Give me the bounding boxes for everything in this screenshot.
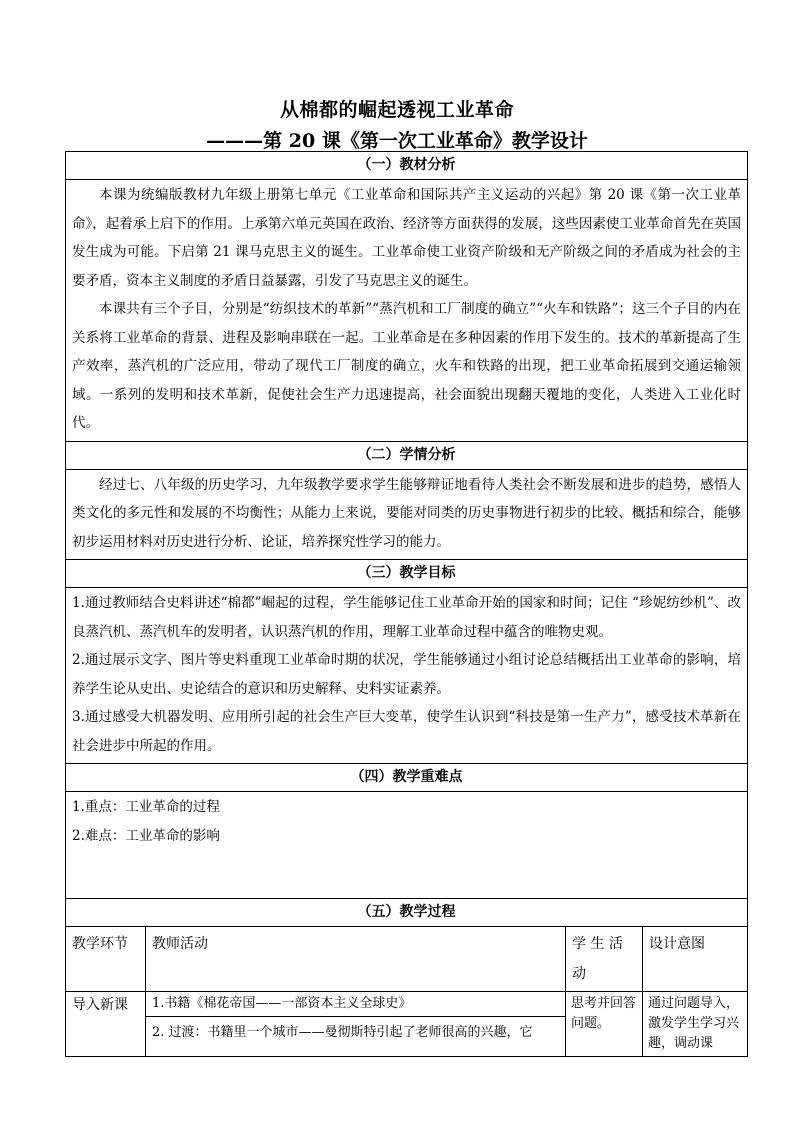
document-title: 从棉都的崛起透视工业革命: [279, 99, 514, 121]
section-heading-teaching-process: （五）教学过程: [66, 899, 748, 927]
column-header-design-intent: 设计意图: [643, 927, 748, 992]
textbook-analysis-paragraph-2: 本课共有三个子目，分别是“纺织技术的革新”“蒸汽机和工厂制度的确立”“火车和铁路”；这三个子目的内在关系将工业革命的背景、进程及影响串联在一起。工业革命是在多种因素的作用下发生的。技术的革新提高了生产效率，蒸汽机的广泛应用，带动了现代工厂制度的确立，火车和铁路的出现，把工业革命拓展到交通运输领域。一系列的发明和技术革新，促使社会生产力迅速提高，社会面貌出现翻天覆地的变化，人类进入工业化时代。: [72, 301, 741, 431]
column-header-stage: 教学环节: [66, 927, 146, 992]
key-points-body: [66, 792, 748, 899]
process-student-activity: 思考并回答问题。: [566, 992, 643, 1057]
difficult-point: 2.难点：工业革命的影响: [72, 827, 220, 844]
process-design-intent: 通过问题导入，激发学生学习兴趣，调动课: [643, 992, 748, 1057]
teaching-goal-2: 2.通过展示文字、图片等史料重现工业革命时期的状况，学生能够通过小组讨论总结概括出工业革命的影响，培养学生论从史出、史论结合的意识和历史解释、史料实证素养。: [72, 652, 741, 697]
section-heading-textbook-analysis: （一）教材分析: [66, 152, 748, 180]
teacher-activity-line-1: 1.书籍《棉花帝国——一部资本主义全球史》: [146, 992, 565, 1017]
section-heading-student-analysis: （二）学情分析: [66, 441, 748, 469]
section-heading-key-points: （四）教学重难点: [66, 764, 748, 792]
teaching-goal-1: 1.通过教师结合史料讲述“棉都”崛起的过程，学生能够记住工业革命开始的国家和时间；记住 “珍妮纺纱机”、改良蒸汽机、蒸汽机车的发明者，认识蒸汽机的作用，理解工业革命过程中蕴含的唯物史观。: [72, 595, 741, 640]
process-teacher-activity: [146, 992, 566, 1057]
teaching-goals-body: [66, 588, 748, 764]
document-subtitle: ———第 20 课《第一次工业革命》教学设计: [206, 130, 588, 152]
teaching-goal-3: 3.通过感受大机器发明、应用所引起的社会生产巨大变革，使学生认识到“科技是第一生产力”，感受技术革新在社会进步中所起的作用。: [72, 709, 741, 754]
process-stage-intro: 导入新课: [66, 992, 146, 1057]
textbook-analysis-body: [66, 180, 748, 442]
textbook-analysis-paragraph-1: 本课为统编版教材九年级上册第七单元《工业革命和国际共产主义运动的兴起》第 20 课《第一次工业革命》，起着承上启下的作用。上承第六单元英国在政治、经济等方面获得的发展，这些因素使工业革命首先在英国发生成为可能。下启第 21 课马克思主义的诞生。工业革命使工业资产阶级和无产阶级之间的矛盾成为社会的主要矛盾，资本主义制度的矛盾日益暴露，引发了马克思主义的诞生。: [72, 187, 741, 289]
column-header-student-activity: 学 生 活 动: [566, 927, 643, 992]
key-point: 1.重点：工业革命的过程: [72, 799, 220, 815]
student-analysis-paragraph: 经过七、八年级的历史学习，九年级教学要求学生能够辩证地看待人类社会不断发展和进步的趋势，感悟人类文化的多元性和发展的不均衡性；从能力上来说，要能对同类的历史事物进行初步的比较、概括和综合，能够初步运用材料对历史进行分析、论证，培养探究性学习的能力。: [72, 476, 741, 550]
column-header-teacher-activity: 教师活动: [146, 927, 566, 992]
teacher-activity-line-2: 2. 过渡：书籍里一个城市——曼彻斯特引起了老师很高的兴趣，它: [152, 1025, 533, 1040]
section-heading-teaching-goals: （三）教学目标: [66, 560, 748, 588]
lesson-plan-table: [65, 151, 748, 1057]
student-analysis-body: [66, 469, 748, 560]
